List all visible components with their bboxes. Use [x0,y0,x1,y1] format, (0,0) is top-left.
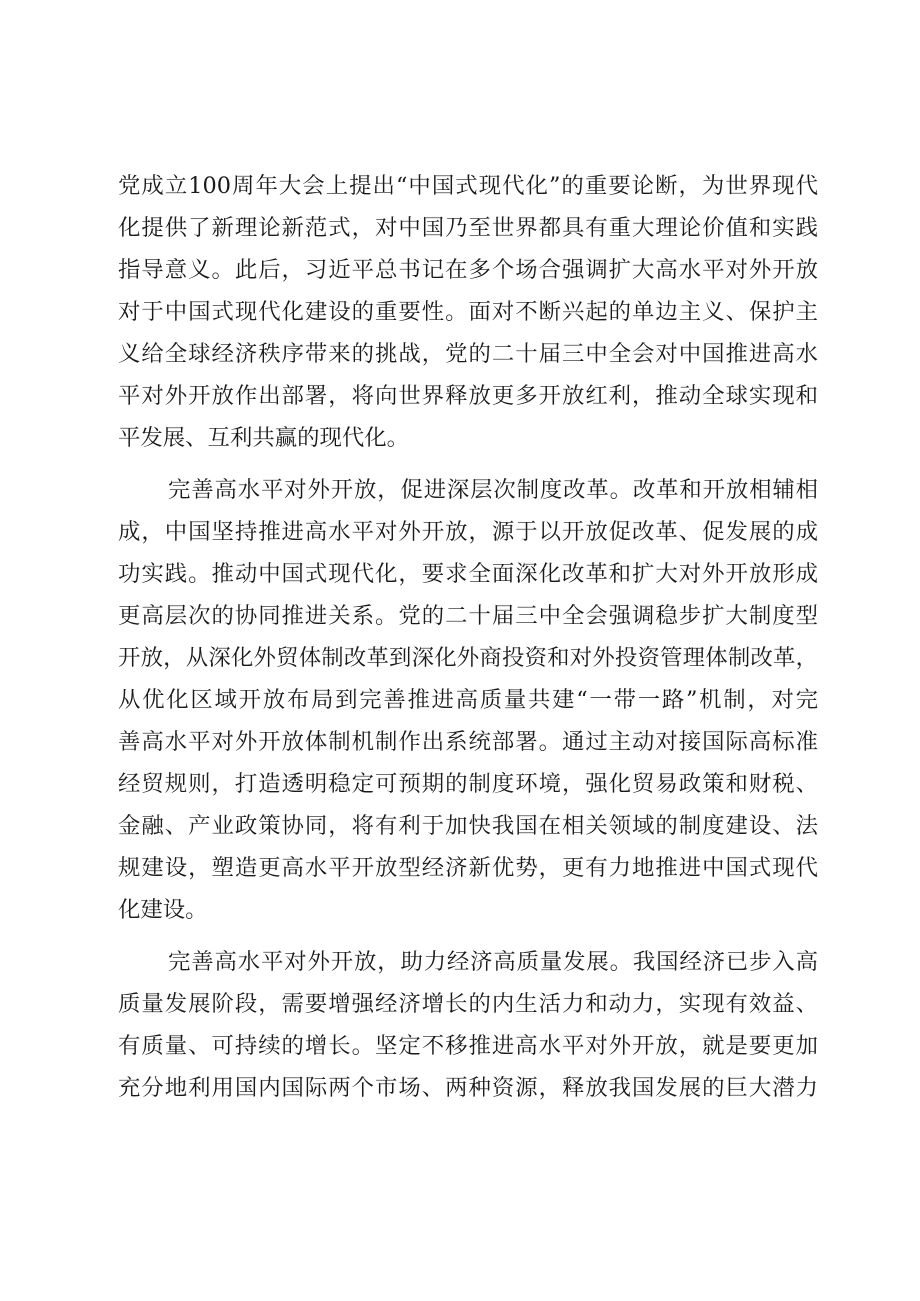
text-line: 化建设。 [118,897,208,923]
text-line: 对于中国式现代化建设的重要性。面对不断兴起的单边主义、保护主 [118,299,818,325]
text-line: 从优化区域开放布局到完善推进高质量共建“一带一路”机制，对完 [118,687,818,713]
text-line: 更高层次的协同推进关系。党的二十届三中全会强调稳步扩大制度型 [118,603,818,629]
text-line: 党成立100周年大会上提出“中国式现代化”的重要论断，为世界现代 [118,173,818,199]
document-body [118,165,818,1109]
text-line: 义给全球经济秩序带来的挑战，党的二十届三中全会对中国推进高水 [118,341,818,367]
text-line: 善高水平对外开放体制机制作出系统部署。通过主动对接国际高标准 [118,729,818,755]
text-line: 完善高水平对外开放，促进深层次制度改革。改革和开放相辅相 [168,477,818,503]
text-line: 平对外开放作出部署，将向世界释放更多开放红利，推动全球实现和 [118,383,818,409]
text-line: 平发展、互利共赢的现代化。 [118,425,410,451]
text-line: 化提供了新理论新范式，对中国乃至世界都具有重大理论价值和实践 [118,215,818,241]
text-line: 功实践。推动中国式现代化，要求全面深化改革和扩大对外开放形成 [118,561,818,587]
paragraph-2 [118,469,818,931]
text-line: 完善高水平对外开放，助力经济高质量发展。我国经济已步入高 [168,949,818,975]
paragraph-3 [118,941,818,1109]
paragraph-1 [118,165,818,459]
text-line: 质量发展阶段，需要增强经济增长的内生活力和动力，实现有效益、 [118,991,818,1017]
text-line: 成，中国坚持推进高水平对外开放，源于以开放促改革、促发展的成 [118,519,818,545]
text-line: 经贸规则，打造透明稳定可预期的制度环境，强化贸易政策和财税、 [118,771,818,797]
text-line: 规建设，塑造更高水平开放型经济新优势，更有力地推进中国式现代 [118,855,818,881]
text-line: 金融、产业政策协同，将有利于加快我国在相关领域的制度建设、法 [118,813,818,839]
text-line: 有质量、可持续的增长。坚定不移推进高水平对外开放，就是要更加 [118,1033,818,1059]
text-line: 充分地利用国内国际两个市场、两种资源，释放我国发展的巨大潜力 [118,1075,818,1101]
text-line: 开放，从深化外贸体制改革到深化外商投资和对外投资管理体制改革， [118,645,818,671]
text-line: 指导意义。此后，习近平总书记在多个场合强调扩大高水平对外开放 [118,257,818,283]
